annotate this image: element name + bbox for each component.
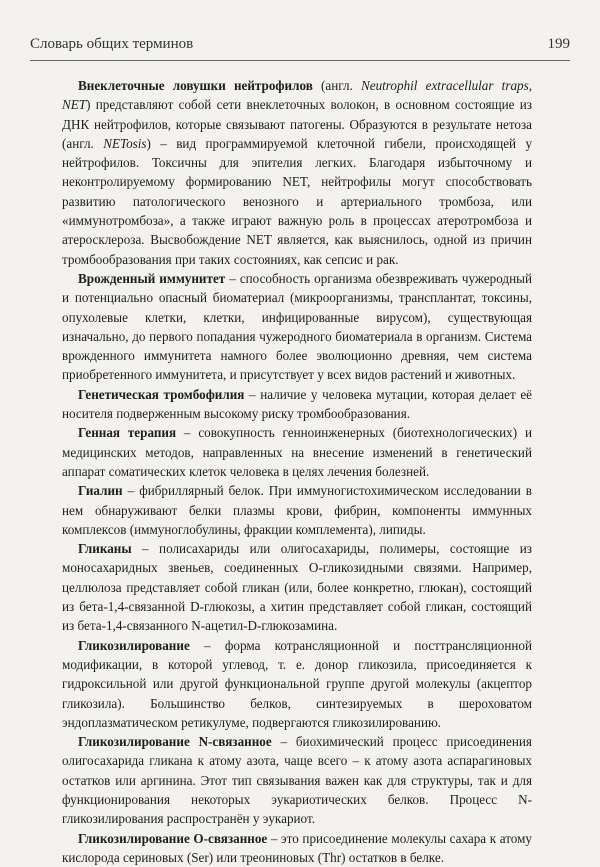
glossary-term: Генная терапия [78,425,177,441]
running-header [30,36,570,53]
glossary-term: Гликозилирование O-связанное [78,830,268,846]
glossary-term: Внеклеточные ловушки нейтрофилов [78,78,313,93]
glossary-italic-term: Neutrophil extracellular traps, NET [62,78,532,113]
glossary-term: Генетическая тромбофилия [78,386,245,402]
glossary-entry: Гликозилирование – форма котрансляционной и посттрансляционной модификации, в которой углевод, т. е. донор гликозила, присоединяется к гидроксильной или другой функциональной группе другой молекулы (акцептор гликозила). Большинство белков, синтезируемых в шероховатом эндоплазматическом ретикулуме, подвергаются гликозилированию. [62,637,532,730]
glossary-term: Гиалин [78,483,123,499]
glossary-entry: Гиалин – фибриллярный белок. При иммуногистохимическом исследовании в нем обнаруживают белки плазмы крови, фибрин, компоненты иммунных комплексов (иммуноглобулины, фракции комплемента), липиды. [62,483,532,537]
glossary-entry: Гликозилирование N-связанное – биохимический процесс присоединения олигосахарида гликана к атому азота, чаще всего – к атому азота аспарагиновых остатков или аргинина. Этот тип связывания важен как для структуры, так и для функционирования некоторых эукариотических белков. Процесс N-гликозилирования распространён у эукариот. [62,734,532,827]
page-number: 199 [547,36,570,52]
glossary-italic-term: NETosis [103,135,147,151]
glossary-entry: Генетическая тромбофилия – наличие у человека мутации, которая делает её носителя подверженным высокому риску тромбообразования. [62,386,532,422]
header-rule [30,60,570,61]
glossary-entry: Гликозилирование O-связанное – это присоединение молекулы сахара к атому кислорода сериновых (Ser) или треониновых (Thr) остатков в белке. [62,830,532,865]
glossary-entry: Гликаны – полисахариды или олигосахариды, полимеры, состоящие из моносахаридных звеньев, соединенных О-гликозидными связями. Например, целлюлоза представляет собой гликан (или, более конкретно, глюкан), состоящий из бета-1,4-связанной D-глюкозы, а хитин представляет собой гликан, состоящий из бета-1,4-связанного N-ацетил-D-глюкозамина. [62,541,532,634]
glossary-term: Гликозилирование N-связанное [78,734,272,750]
running-header-title: Словарь общих терминов [30,36,194,52]
glossary-term: Врожденный иммунитет [78,270,226,286]
glossary-entry: Врожденный иммунитет – способность организма обезвреживать чужеродный и потенциально опасный биоматериал (микроорганизмы, трансплантат, токсины, опухолевые клетки, клетки, инфицированные вирусом), существующая изначально, до первого попадания чужеродного биоматериала в организм. Система врожденного иммунитета намного более эволюционно древняя, чем система приобретенного иммунитета, и присутствует у всех видов растений и животных. [62,270,532,383]
glossary-term: Гликозилирование [78,637,190,653]
glossary-entry: Генная терапия – совокупность генноинженерных (биотехнологических) и медицинских методов, направленных на внесение изменений в генетический аппарат соматических клеток человека в целях лечения болезней. [62,425,532,479]
glossary-body [62,76,532,867]
glossary-term: Гликаны [78,541,132,557]
glossary-entry: Внеклеточные ловушки нейтрофилов (англ. Neutrophil extracellular traps, NET) представляют собой сети внеклеточных волокон, в основном состоящие из ДНК нейтрофилов, которые связывают патогены. Образуются в результате нетоза (англ. NETosis) – вид программируемой клеточной гибели, происходящей у нейтрофилов. Токсичны для эпителия легких. Благодаря избыточному и неконтролируемому формированию NET, нейтрофилы могут способствовать развитию патологического венозного и артериального тромбоза, или «иммунотромбоза», а также играют важную роль в процессах атеротромбоза и атеросклероза. Высвобождение NET является, как выяснилось, одной из причин тромбообразования при таких состояниях, как сепсис и рак. [62,78,533,267]
